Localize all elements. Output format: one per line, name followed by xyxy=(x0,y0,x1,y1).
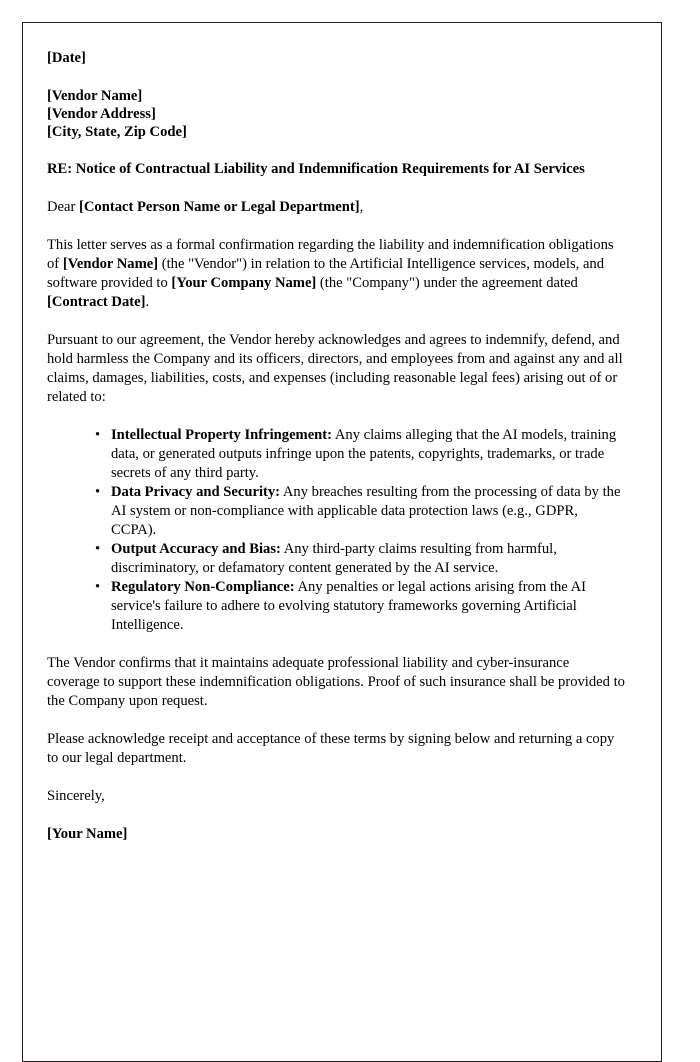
spacer xyxy=(47,635,625,654)
paragraph-intro-part-1: This letter serves as a formal confirmation regarding the liability and indemnification obligations of xyxy=(47,237,614,272)
list-item-text: Any claims alleging that the AI models, training data, or generated outputs infringe upon the patents, copyrights, trademarks, or trade secrets of any third party. xyxy=(111,427,617,481)
list-item-text: Any breaches resulting from the processing of data by the AI system or non-compliance with applicable data protection laws (e.g., GDPR, CCPA). xyxy=(111,484,621,538)
recipient-address-block xyxy=(47,87,625,141)
list-item-heading: Intellectual Property Infringement: xyxy=(111,427,333,443)
bullet-icon: • xyxy=(95,484,101,500)
recipient-line-vendor-name: [Vendor Name] xyxy=(47,88,143,104)
spacer xyxy=(47,806,625,825)
spacer xyxy=(47,768,625,787)
paragraph-intro-part-3: (the "Company") under the agreement dated xyxy=(316,275,578,291)
signature-name-placeholder: [Your Name] xyxy=(47,826,128,842)
date-placeholder: [Date] xyxy=(47,50,86,66)
paragraph-intro-part-4: . xyxy=(145,294,150,310)
list-item-text: Any penalties or legal actions arising from the AI service's failure to adhere to evolving statutory frameworks governing Artificial Intelligence. xyxy=(111,579,587,633)
spacer xyxy=(47,407,625,426)
bullet-icon: • xyxy=(95,427,101,443)
spacer xyxy=(47,711,625,730)
spacer xyxy=(47,217,625,236)
list-item xyxy=(95,426,625,483)
spacer xyxy=(47,141,625,160)
company-name-placeholder: [Your Company Name] xyxy=(171,275,317,291)
salutation-recipient-placeholder: [Contact Person Name or Legal Department] xyxy=(79,199,360,215)
paragraph-indemnity-lead: Pursuant to our agreement, the Vendor hereby acknowledges and agrees to indemnify, defend, and hold harmless the Company and its officers, directors, and employees from and against any and all claims, damages, liabilities, costs, and expenses (including reasonable legal fees) arising out of or related to: xyxy=(47,332,623,405)
document-page xyxy=(22,22,662,1062)
list-item-heading: Data Privacy and Security: xyxy=(111,484,281,500)
list-item xyxy=(95,483,625,540)
list-item-heading: Regulatory Non-Compliance: xyxy=(111,579,295,595)
list-item xyxy=(95,540,625,578)
subject-line: RE: Notice of Contractual Liability and Indemnification Requirements for AI Services xyxy=(47,161,585,177)
list-item xyxy=(95,578,625,635)
indemnity-list xyxy=(47,426,625,635)
list-item-text: Any third-party claims resulting from harmful, discriminatory, or defamatory content generated by the AI service. xyxy=(111,541,557,576)
bullet-icon: • xyxy=(95,541,101,557)
contract-date-placeholder: [Contract Date] xyxy=(47,294,146,310)
spacer xyxy=(47,68,625,87)
paragraph-acknowledgement: Please acknowledge receipt and acceptance of these terms by signing below and returning a copy to our legal department. xyxy=(47,731,615,766)
vendor-name-placeholder: [Vendor Name] xyxy=(62,256,159,272)
closing-salutation: Sincerely, xyxy=(47,788,105,804)
salutation xyxy=(47,198,625,217)
paragraph-intro-part-2: (the "Vendor") in relation to the Artificial Intelligence services, models, and software provided to xyxy=(47,256,605,291)
salutation-greeting: Dear xyxy=(47,199,80,215)
spacer xyxy=(47,312,625,331)
bullet-icon: • xyxy=(95,579,101,595)
salutation-punctuation: , xyxy=(359,199,364,215)
paragraph-insurance: The Vendor confirms that it maintains adequate professional liability and cyber-insurance coverage to support these indemnification obligations. Proof of such insurance shall be provided to the Company upon request. xyxy=(47,655,625,709)
recipient-line-city-state-zip: [City, State, Zip Code] xyxy=(47,124,187,140)
spacer xyxy=(47,179,625,198)
recipient-line-vendor-address: [Vendor Address] xyxy=(47,106,156,122)
list-item-heading: Output Accuracy and Bias: xyxy=(111,541,281,557)
paragraph-intro xyxy=(47,236,625,312)
document-body xyxy=(23,23,661,844)
